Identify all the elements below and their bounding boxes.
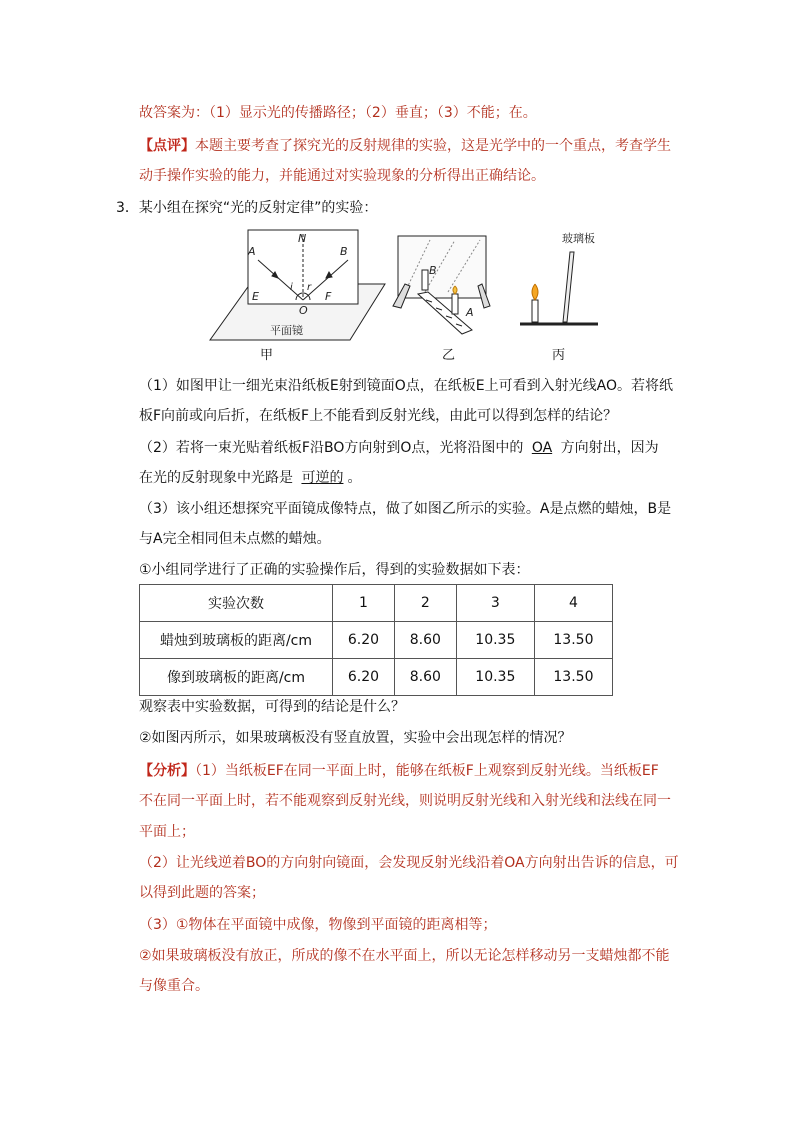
q3-part3-line2: 与A完全相同但未点燃的蜡烛。	[139, 531, 331, 547]
figure-yi-drawing	[393, 236, 490, 334]
label-N: N	[298, 232, 307, 245]
figure-caption-bing: 丙	[552, 348, 566, 363]
table-row	[140, 622, 613, 659]
analysis-text-1: （1）当纸板EF在同一平面上时，能够在纸板F上观察到反射光线。当纸板EF	[195, 763, 659, 779]
table-cell: 6.20	[333, 659, 395, 696]
table-cell: 像到玻璃板的距离/cm	[140, 659, 333, 696]
analysis-line-5: 以得到此题的答案；	[139, 885, 265, 901]
table-header-row	[140, 585, 613, 622]
analysis-line-4: （2）让光线逆着BO的方向射向镜面，会发现反射光线沿着OA方向射出告诉的信息，可	[139, 855, 679, 871]
figure-caption-yi: 乙	[442, 348, 456, 363]
table-cell: 4	[534, 585, 612, 622]
q3-part3-sub1: ①小组同学进行了正确的实验操作后，得到的实验数据如下表：	[139, 562, 530, 578]
analysis-tag: 【分析】	[139, 763, 195, 779]
answer-line: 故答案为：（1）显示光的传播路径；（2）垂直；（3）不能；在。	[139, 105, 537, 121]
label-F: F	[325, 290, 332, 303]
comment-tag: 【点评】	[139, 138, 195, 154]
table-cell: 8.60	[394, 659, 456, 696]
q3-part1-line1: （1）如图甲让一细光束沿纸板E射到镜面O点，在纸板E上可看到入射光线AO。若将纸	[139, 378, 673, 394]
table-cell: 8.60	[394, 622, 456, 659]
figures-svg	[200, 222, 620, 362]
table-cell: 10.35	[456, 659, 534, 696]
label-E: E	[252, 290, 259, 303]
q3-part3-line1: （3）该小组还想探究平面镜成像特点，做了如图乙所示的实验。A是点燃的蜡烛，B是	[139, 501, 672, 517]
experiment-figures	[200, 222, 620, 362]
analysis-line-2: 不在同一平面上时，若不能观察到反射光线，则说明反射光线和入射光线和法线在同一	[139, 793, 671, 809]
figure-bing-drawing	[520, 252, 598, 324]
q3-part3-sub2: ②如图丙所示，如果玻璃板没有竖直放置，实验中会出现怎样的情况？	[139, 730, 572, 746]
table-cell: 蜡烛到玻璃板的距离/cm	[140, 622, 333, 659]
after-table-line: 观察表中实验数据，可得到的结论是什么？	[139, 699, 405, 715]
comment-line-1	[139, 136, 671, 156]
glass-label: 玻璃板	[562, 232, 595, 245]
table-cell: 实验次数	[140, 585, 333, 622]
q3-part1-line2: 板F向前或向后折，在纸板F上不能看到反射光线，由此可以得到怎样的结论？	[139, 408, 618, 424]
label-B-yi: B	[429, 264, 437, 277]
label-A-jia: A	[248, 245, 256, 258]
label-B-jia: B	[340, 245, 348, 258]
analysis-line-7: ②如果玻璃板没有放正，所成的像不在水平面上，所以无论怎样移动另一支蜡烛都不能	[139, 948, 670, 964]
mirror-label: 平面镜	[270, 324, 303, 337]
comment-line-2: 动手操作实验的能力，并能通过对实验现象的分析得出正确结论。	[139, 168, 545, 184]
table-cell: 3	[456, 585, 534, 622]
answer-blank-reversible: 可逆的	[301, 470, 344, 486]
q3-part2-line1	[139, 438, 659, 458]
table-cell: 10.35	[456, 622, 534, 659]
q3-part2-text-d: 。	[347, 470, 362, 486]
figure-caption-jia: 甲	[260, 348, 274, 363]
q3-part2-line2	[139, 468, 361, 488]
label-O: O	[299, 304, 308, 317]
q3-part2-text-b: 方向射出，因为	[560, 440, 659, 456]
table-row	[140, 659, 613, 696]
answer-blank-oa: OA	[531, 440, 553, 456]
label-i: i	[290, 282, 293, 293]
comment-text-1: 本题主要考查了探究光的反射规律的实验，这是光学中的一个重点，考查学生	[195, 138, 671, 154]
table-cell: 13.50	[534, 622, 612, 659]
analysis-line-8: 与像重合。	[139, 978, 209, 994]
table-cell: 13.50	[534, 659, 612, 696]
analysis-line-6: （3）①物体在平面镜中成像，物像到平面镜的距离相等；	[139, 917, 497, 933]
label-A-yi: A	[466, 306, 474, 319]
q3-part2-text-c: 在光的反射现象中光路是	[139, 470, 293, 486]
table-cell: 6.20	[333, 622, 395, 659]
q3-part2-text-a: （2）若将一束光贴着纸板F沿BO方向射到O点，光将沿图中的	[139, 440, 524, 456]
data-table	[139, 584, 613, 696]
table-cell: 2	[394, 585, 456, 622]
label-r: r	[307, 282, 312, 293]
question-3-title: 3．某小组在探究“光的反射定律”的实验：	[116, 200, 378, 216]
table-cell: 1	[333, 585, 395, 622]
analysis-line-3: 平面上；	[139, 824, 195, 840]
analysis-line-1	[139, 761, 659, 781]
